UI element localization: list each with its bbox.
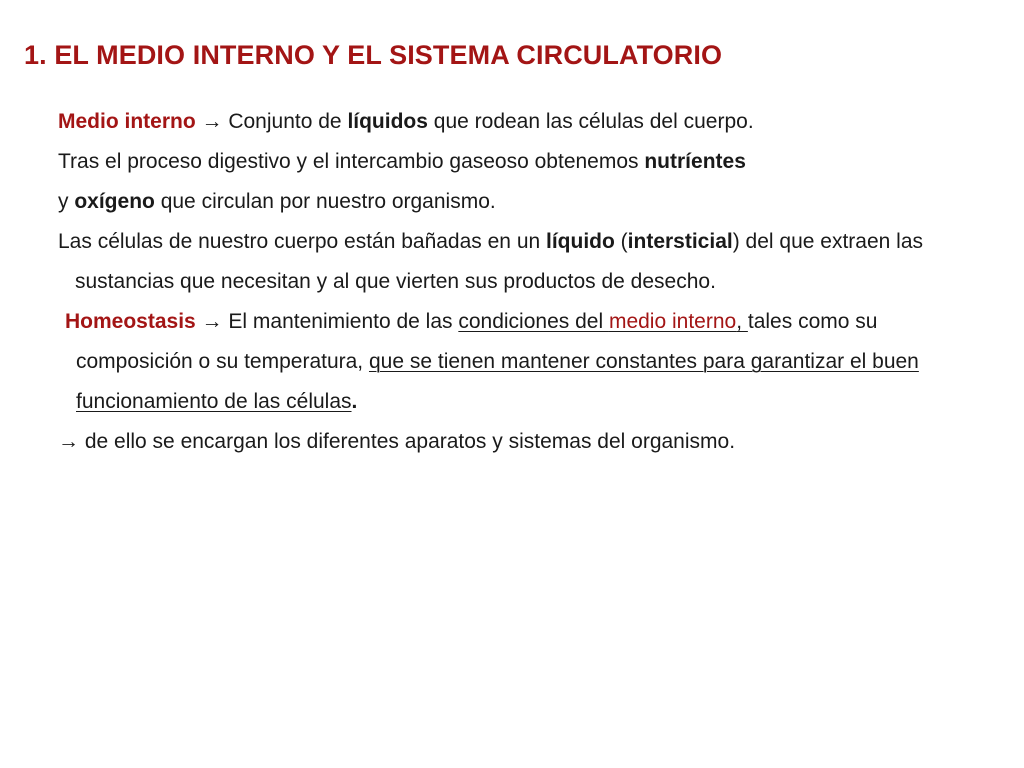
underline-condiciones: condiciones del bbox=[458, 310, 609, 333]
text: que rodean las células del cuerpo. bbox=[427, 110, 754, 133]
text: ( bbox=[614, 230, 628, 253]
paragraph-digestivo bbox=[58, 142, 958, 182]
paragraph-oxigeno bbox=[58, 182, 958, 222]
bold-nutrientes: nutríentes bbox=[644, 150, 746, 173]
paragraph-medio-interno bbox=[58, 102, 958, 142]
text: → Conjunto de bbox=[195, 110, 348, 133]
slide-content bbox=[58, 102, 958, 462]
period: . bbox=[351, 390, 358, 413]
underline-constantes: que se tienen mantener constantes para garantizar el buen funcionamiento de las células bbox=[76, 350, 919, 413]
bold-oxigeno: oxígeno bbox=[74, 190, 155, 213]
paragraph-homeostasis bbox=[58, 302, 958, 422]
paragraph-celulas bbox=[58, 222, 958, 302]
text: tales como su composición o su temperatura, bbox=[76, 310, 878, 373]
term-medio-interno: Medio interno bbox=[58, 110, 196, 133]
paragraph-aparatos bbox=[58, 422, 958, 462]
bold-intersticial: intersticial bbox=[627, 230, 733, 253]
text: que circulan por nuestro organismo. bbox=[154, 190, 496, 213]
bold-liquidos: líquidos bbox=[347, 110, 428, 133]
term-homeostasis: Homeostasis bbox=[65, 310, 196, 333]
text: Tras el proceso digestivo y el intercambio gaseoso obtenemos bbox=[58, 150, 645, 173]
text: y bbox=[58, 190, 75, 213]
underline-comma: , bbox=[736, 310, 748, 333]
text: ) del que extraen las sustancias que necesitan y al que vierten sus productos de desecho. bbox=[75, 230, 924, 293]
underline-medio-interno: medio interno bbox=[608, 310, 737, 333]
text: → El mantenimiento de las bbox=[195, 310, 459, 333]
slide-title: 1. EL MEDIO INTERNO Y EL SISTEMA CIRCULATORIO bbox=[24, 40, 723, 70]
text: Las células de nuestro cuerpo están bañadas en un bbox=[58, 230, 547, 253]
bold-liquido: líquido bbox=[546, 230, 615, 253]
text: → de ello se encargan los diferentes aparatos y sistemas del organismo. bbox=[58, 430, 736, 453]
